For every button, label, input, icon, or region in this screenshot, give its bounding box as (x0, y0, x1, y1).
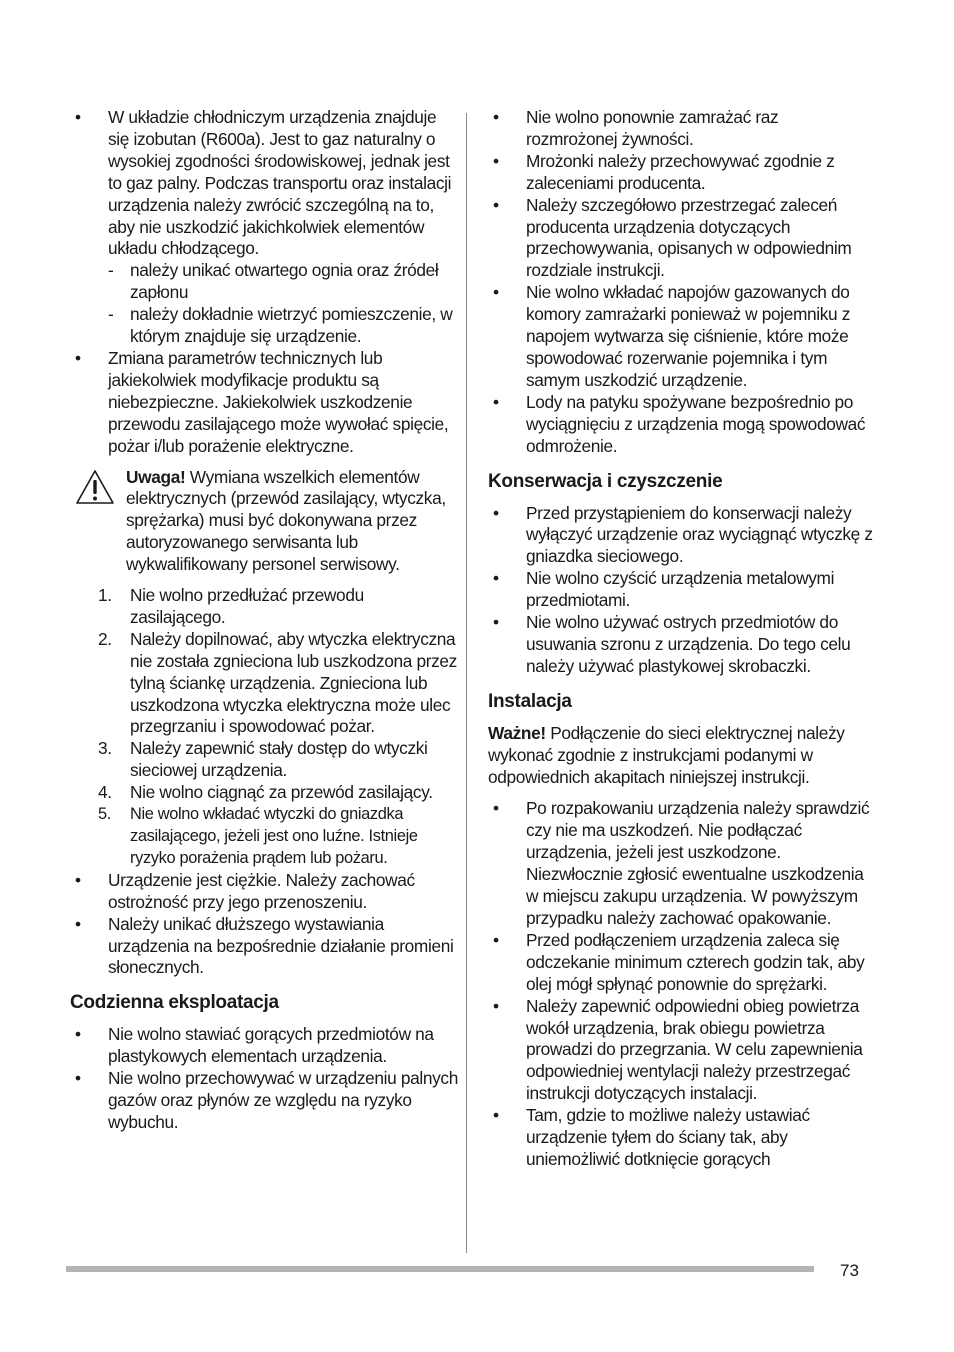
dash-item-text: należy unikać otwartego ognia oraz źródeł zapłonu (130, 260, 439, 303)
bullet-glyph: • (75, 347, 81, 368)
dash-item (70, 260, 458, 304)
bullet-glyph: • (493, 798, 499, 819)
list-item-text: Lody na patyku spożywane bezpośrednio po wyciągnięciu z urządzenia mogą spowodować odmrożenie. (526, 391, 866, 456)
left-column (70, 107, 458, 1134)
list-item-text: W układzie chłodniczym urządzenia znajduje się izobutan (R600a). Jest to gaz naturalny o wysokiej zgodności środowiskowej, jednak jest to gaz palny. Podczas transportu oraz instalacji urządzenia należy zwrócić szczególną na to, aby nie uszkodzić jakichkolwiek elementów układu chłodzącego. (108, 107, 452, 259)
list-item (70, 348, 458, 458)
list-item (488, 195, 874, 283)
list-item (488, 392, 874, 458)
bullet-glyph: • (493, 150, 499, 171)
list-item (488, 282, 874, 392)
numbered-item (70, 738, 458, 782)
warning-text: Wymiana wszelkich elementów elektrycznych (przewód zasilający, wtyczka, sprężarka) musi być dokonywana przez autoryzowanego serwisanta lub wykwalifikowany personel serwisowy. (126, 466, 446, 575)
list-item (488, 107, 874, 151)
bullet-glyph: • (493, 995, 499, 1016)
numbered-item-text: Należy zapewnić stały dostęp do wtyczki sieciowej urządzenia. (130, 738, 428, 781)
list-item-text: Po rozpakowaniu urządzenia należy sprawdzić czy nie ma uszkodzeń. Nie podłączać urządzenia, jeżeli jest uszkodzone. Niezwłocznie zgłosić ewentualne uszkodzenia w miejscu zakupu urządzenia. W powyższym przypadku należy zachować opakowanie. (526, 798, 870, 928)
bullet-glyph: • (75, 107, 81, 127)
page-number: 73 (840, 1261, 859, 1280)
dash-glyph: - (108, 304, 114, 325)
list-item-text: Nie wolno przechowywać w urządzeniu palnych gazów oraz płynów ze względu na ryzyko wybuchu. (108, 1068, 458, 1132)
item-number: 4. (98, 782, 112, 803)
list-item (70, 870, 458, 914)
important-label: Ważne! (488, 722, 546, 743)
important-note (488, 723, 874, 789)
list-item-text: Przed podłączeniem urządzenia zaleca się odczekanie minimum czterech godzin tak, aby olej mógł spłynąć ponownie do sprężarki. (526, 929, 865, 994)
list-item (488, 612, 874, 678)
list-item-text: Nie wolno używać ostrych przedmiotów do usuwania szronu z urządzenia. Do tego celu należy używać plastykowej skrobaczki. (526, 612, 851, 676)
list-item (488, 798, 874, 929)
bullet-glyph: • (493, 194, 499, 215)
column-divider (466, 113, 467, 1253)
item-number: 1. (98, 585, 112, 606)
section-heading: Instalacja (488, 690, 572, 712)
dash-glyph: - (108, 260, 114, 281)
list-item (488, 503, 874, 569)
bullet-glyph: • (493, 1105, 499, 1126)
right-column (488, 107, 874, 1171)
list-item-text: Przed przystąpieniem do konserwacji należy wyłączyć urządzenie oraz wyciągnąć wtyczkę z gniazdka sieciowego. (526, 502, 873, 567)
footer-rule (66, 1266, 814, 1272)
dash-item (70, 304, 458, 348)
list-item-text: Tam, gdzie to możliwe należy ustawiać urządzenie tyłem do ściany tak, aby uniemożliwić dotknięcie gorących (526, 1105, 810, 1169)
item-number: 2. (98, 628, 112, 649)
item-number: 5. (98, 805, 111, 824)
warning-label: Uwaga! (126, 466, 186, 487)
list-item-text: Nie wolno ponownie zamrażać raz rozmrożonej żywności. (526, 107, 779, 149)
list-item (70, 1024, 458, 1068)
list-item-text: Urządzenie jest ciężkie. Należy zachować ostrożność przy jego przenoszeniu. (108, 869, 415, 912)
list-item-text: Należy szczegółowo przestrzegać zaleceń producenta urządzenia dotyczących przechowywania, opisanych w odpowiednim rozdziale instrukcji. (526, 194, 852, 281)
list-item-text: Nie wolno czyścić urządzenia metalowymi przedmiotami. (526, 568, 835, 611)
numbered-item (70, 804, 458, 870)
bullet-glyph: • (493, 502, 499, 523)
list-item-text: Nie wolno wkładać napojów gazowanych do komory zamrażarki ponieważ w pojemniku z napojem wytwarza się ciśnienie, które może spowodować rozerwanie pojemnika i tym samym uszkodzić urządzenie. (526, 282, 851, 390)
section-heading: Konserwacja i czyszczenie (488, 470, 723, 492)
list-item-text: Zmiana parametrów technicznych lub jakiekolwiek modyfikacje produktu są niebezpieczne. Jakiekolwiek uszkodzenie przewodu zasilającego może wywołać spięcie, pożar i/lub porażenie elektryczne. (108, 347, 449, 456)
numbered-item (70, 585, 458, 629)
important-text: Podłączenie do sieci elektrycznej należy wykonać zgodnie z instrukcjami podanymi w odpowiednich akapitach niniejszej instrukcji. (488, 722, 845, 787)
numbered-item (70, 782, 458, 804)
list-item (488, 568, 874, 612)
dash-item-text: należy dokładnie wietrzyć pomieszczenie, w którym znajduje się urządzenie. (130, 304, 453, 347)
list-item-text: Należy zapewnić odpowiedni obieg powietrza wokół urządzenia, brak obiegu powietrza prowadzi do przegrzania. W celu zapewnienia odpowiedniej wentylacji należy przestrzegać instrukcji dotyczących instalacji. (526, 995, 863, 1104)
bullet-glyph: • (493, 391, 499, 412)
bullet-glyph: • (75, 1024, 81, 1045)
numbered-item-text: Nie wolno wkładać wtyczki do gniazdka zasilającego, jeżeli jest ono luźne. Istnieje ryzyko porażenia prądem lub pożaru. (130, 805, 418, 867)
list-item-text: Nie wolno stawiać gorących przedmiotów na plastykowych elementach urządzenia. (108, 1024, 434, 1067)
list-item (488, 151, 874, 195)
bullet-glyph: • (493, 612, 499, 633)
bullet-glyph: • (75, 869, 81, 890)
numbered-item-text: Należy dopilnować, aby wtyczka elektryczna nie została zgnieciona lub uszkodzona przez tylną ściankę urządzenia. Zgnieciona lub uszkodzona wtyczka elektryczna może ulec przegrzaniu i spowodować pożar. (130, 628, 457, 737)
section-heading: Codzienna eksploatacja (70, 992, 279, 1014)
bullet-glyph: • (493, 929, 499, 950)
list-item (488, 1105, 874, 1171)
bullet-glyph: • (493, 568, 499, 589)
numbered-item (70, 629, 458, 739)
warning-triangle-icon (75, 469, 115, 505)
bullet-glyph: • (493, 282, 499, 303)
item-number: 3. (98, 738, 112, 759)
bullet-glyph: • (75, 1068, 81, 1089)
list-item (488, 930, 874, 996)
list-item-text: Mrożonki należy przechowywać zgodnie z zaleceniami producenta. (526, 150, 835, 193)
list-item (70, 107, 458, 260)
list-item (488, 996, 874, 1106)
list-item (70, 914, 458, 980)
numbered-item-text: Nie wolno przedłużać przewodu zasilającego. (130, 585, 364, 627)
warning-note (70, 467, 458, 577)
bullet-glyph: • (75, 913, 81, 934)
numbered-item-text: Nie wolno ciągnąć za przewód zasilający. (130, 782, 433, 803)
list-item (70, 1068, 458, 1134)
list-item-text: Należy unikać dłuższego wystawiania urządzenia na bezpośrednie działanie promieni słonecznych. (108, 913, 454, 978)
bullet-glyph: • (493, 107, 499, 127)
